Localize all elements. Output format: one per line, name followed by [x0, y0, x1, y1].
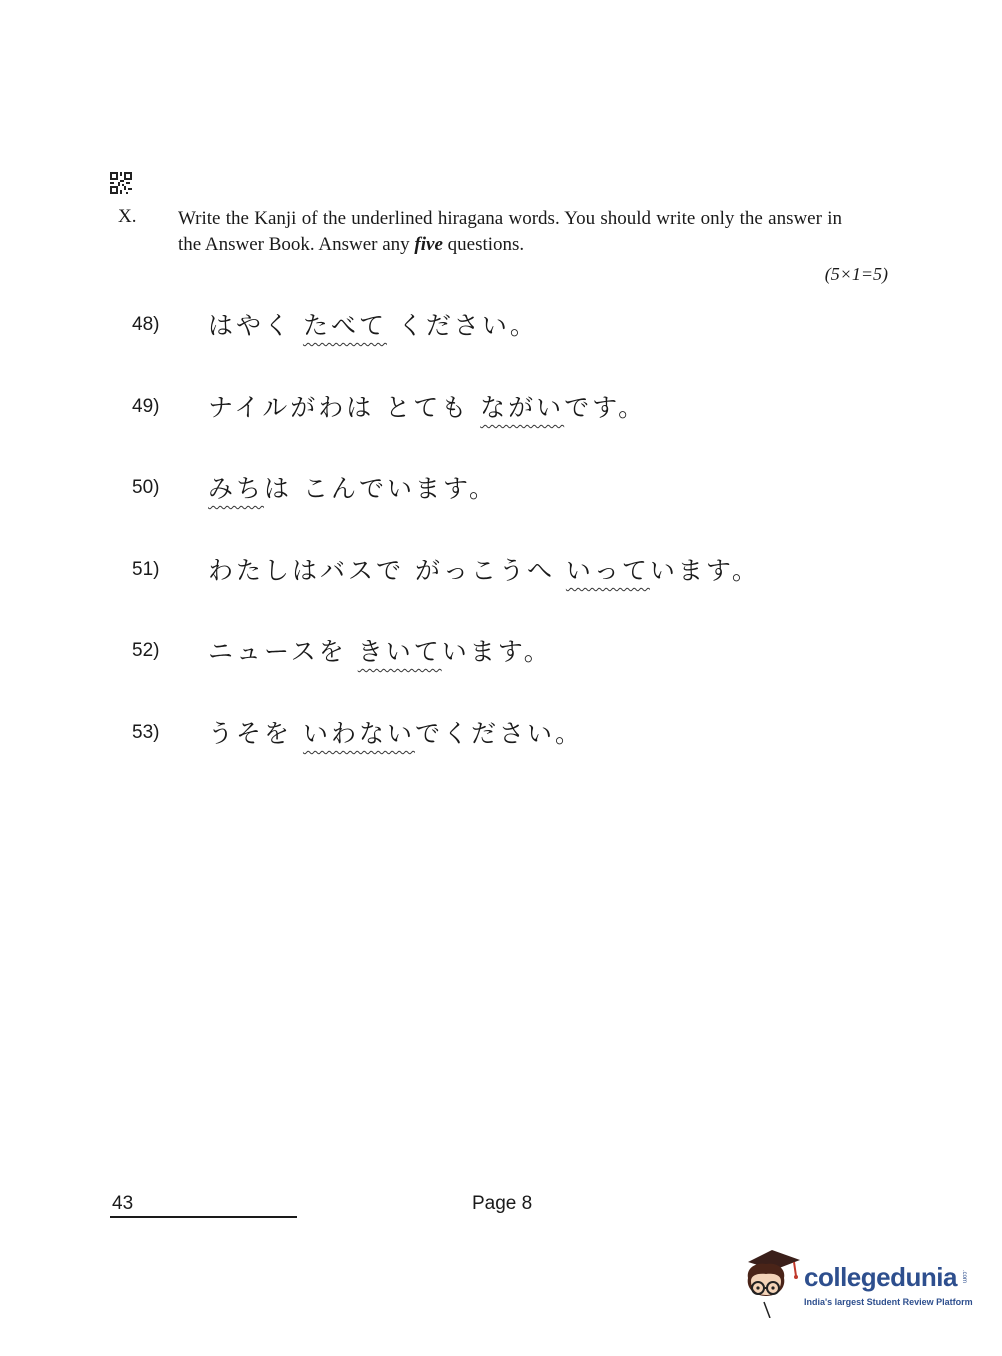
question-text [208, 632, 552, 668]
underlined-word: いわない [302, 719, 415, 748]
question-number: 53) [132, 722, 160, 743]
question-text-before: ナイルがわは とても [208, 393, 481, 422]
logo-domain: .com [961, 1270, 967, 1284]
question-text-after: います。 [441, 637, 552, 666]
question-text-before: うそを [208, 719, 303, 748]
question-text [208, 388, 646, 424]
question-text-after: います。 [649, 556, 760, 585]
logo-tagline: India's largest Student Review Platform [804, 1297, 973, 1307]
underlined-word: みち [208, 474, 265, 503]
question-text-after: は こんでいます。 [264, 474, 497, 503]
instructions-text: Write the Kanji of the underlined hiragana words. You should write only the answer in the Answer Book. Answer any [178, 208, 842, 255]
underlined-word: ながい [480, 393, 565, 422]
instructions-emphasis: five [414, 234, 443, 255]
question-number: 49) [132, 396, 160, 417]
question-text-before: わたしはバスで がっこうへ [208, 556, 566, 585]
question-text-before: はやく [208, 311, 303, 340]
qr-code-icon [110, 172, 132, 194]
question-number: 52) [132, 640, 160, 661]
underlined-word: きいて [357, 637, 442, 666]
question-number: 50) [132, 477, 160, 498]
question-text [208, 551, 760, 587]
underlined-word: いって [565, 556, 650, 585]
question-text [208, 306, 538, 342]
collegedunia-mascot-icon [742, 1248, 802, 1318]
paper-code: 43 [112, 1193, 134, 1214]
page-number: Page 8 [472, 1193, 533, 1214]
instructions [178, 206, 842, 258]
question-number: 48) [132, 314, 160, 335]
question-number: 51) [132, 559, 160, 580]
question-text-after: ください。 [386, 311, 538, 340]
underlined-word: たべて [302, 311, 387, 340]
question-text-after: です。 [564, 393, 647, 422]
section-label: X. [118, 206, 137, 227]
marks-allocation: (5×1=5) [824, 264, 888, 284]
collegedunia-logo [742, 1248, 972, 1318]
question-text [208, 714, 583, 750]
question-text [208, 469, 497, 505]
question-text-before: ニュースを [208, 637, 358, 666]
logo-wordmark: collegedunia [804, 1262, 957, 1292]
footer-rule [110, 1216, 297, 1218]
question-text-after: でください。 [414, 719, 583, 748]
instructions-text-end: questions. [442, 234, 525, 255]
